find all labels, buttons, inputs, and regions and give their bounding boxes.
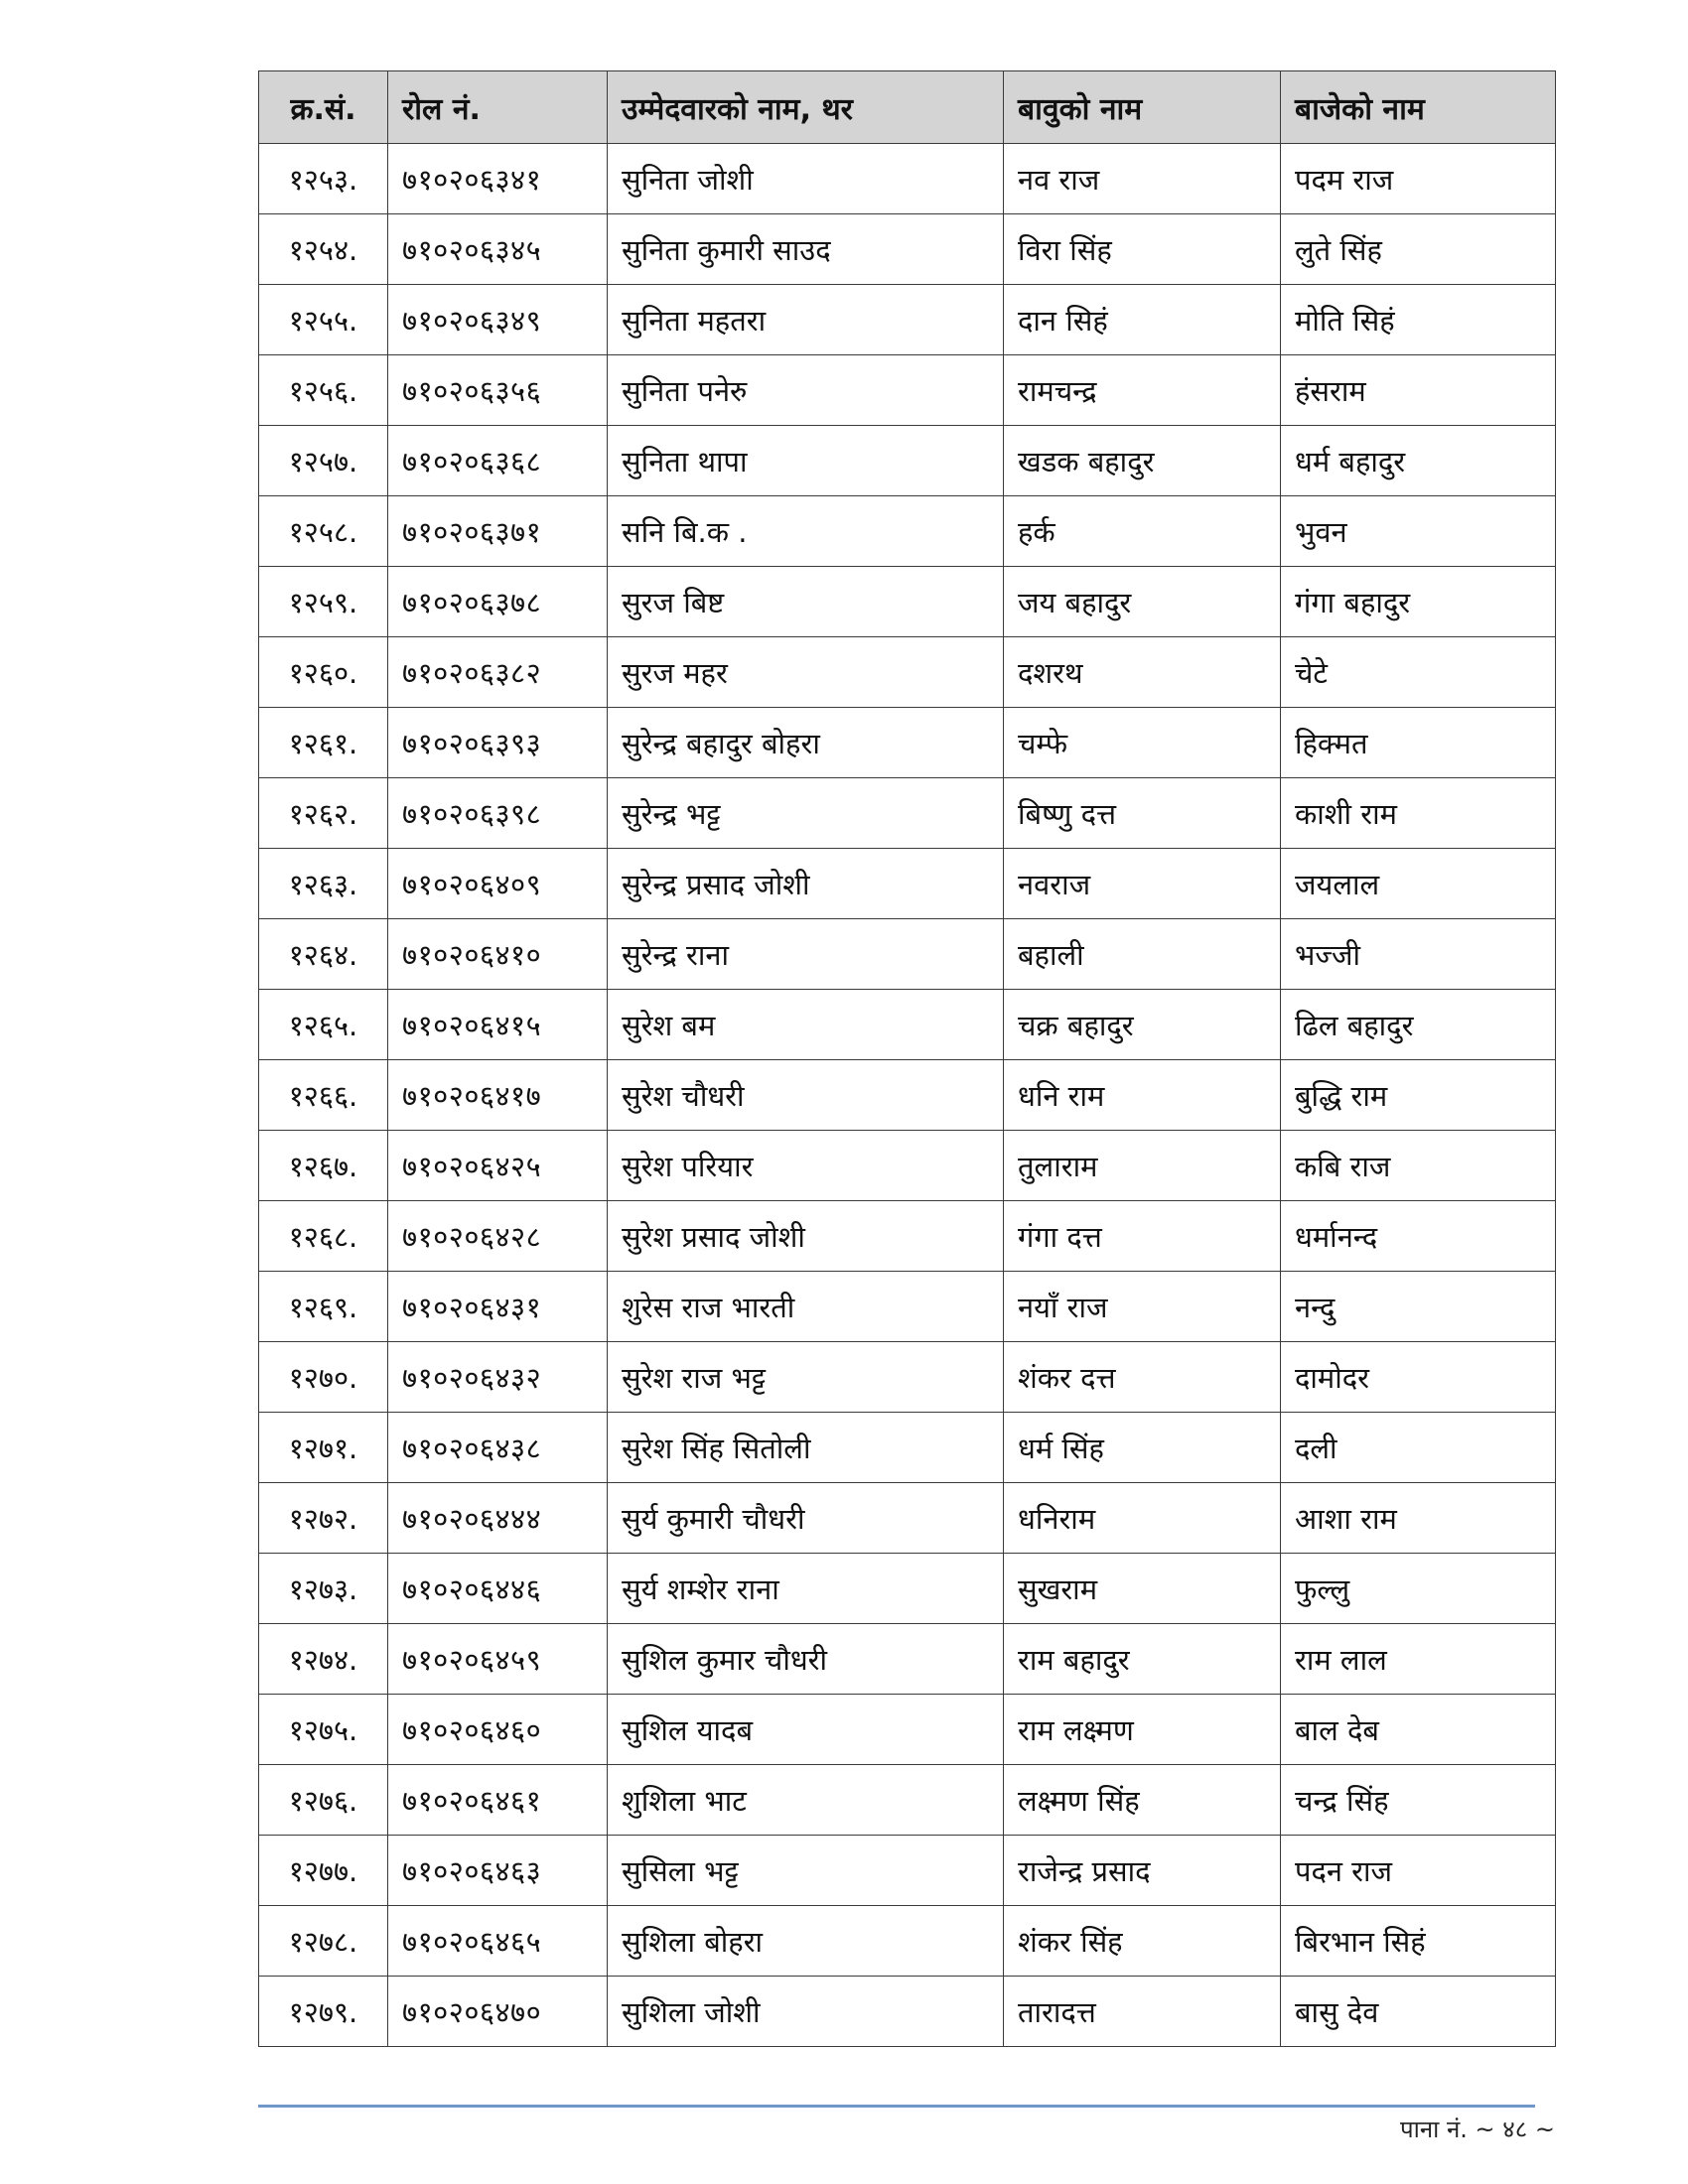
cell-roll: ७१०२०६३७१ [388,496,608,567]
table-row [259,1201,1556,1272]
cell-father-name: नवराज [1004,849,1281,919]
cell-serial: १२७७. [259,1836,388,1906]
cell-serial: १२५७. [259,426,388,496]
cell-grandfather-name: बुद्धि राम [1281,1060,1556,1131]
cell-father-name: हर्क [1004,496,1281,567]
cell-serial: १२६२. [259,778,388,849]
table-row [259,778,1556,849]
cell-roll: ७१०२०६४३८ [388,1413,608,1483]
cell-serial: १२७९. [259,1977,388,2047]
cell-serial: १२६०. [259,637,388,708]
cell-candidate-name: सुरेन्द्र राना [608,919,1004,990]
table-row [259,355,1556,426]
cell-father-name: चम्फे [1004,708,1281,778]
table-row [259,1906,1556,1977]
table-row [259,1977,1556,2047]
cell-father-name: राजेन्द्र प्रसाद [1004,1836,1281,1906]
table-header [259,71,1556,144]
cell-serial: १२६५. [259,990,388,1060]
footer-divider [258,2105,1535,2108]
cell-candidate-name: सुरज महर [608,637,1004,708]
cell-grandfather-name: दामोदर [1281,1342,1556,1413]
cell-grandfather-name: नन्दु [1281,1272,1556,1342]
cell-serial: १२७१. [259,1413,388,1483]
cell-father-name: जय बहादुर [1004,567,1281,637]
table-row [259,708,1556,778]
cell-roll: ७१०२०६३४१ [388,144,608,214]
table-row [259,1836,1556,1906]
cell-roll: ७१०२०६४१७ [388,1060,608,1131]
cell-roll: ७१०२०६३५६ [388,355,608,426]
cell-roll: ७१०२०६४५९ [388,1624,608,1695]
cell-roll: ७१०२०६४३२ [388,1342,608,1413]
candidate-table [258,70,1556,2047]
cell-candidate-name: सुरेश सिंह सितोली [608,1413,1004,1483]
cell-serial: १२६६. [259,1060,388,1131]
cell-serial: १२५४. [259,214,388,285]
cell-candidate-name: सुनिता जोशी [608,144,1004,214]
cell-candidate-name: सुशिल यादब [608,1695,1004,1765]
cell-roll: ७१०२०६४१५ [388,990,608,1060]
cell-candidate-name: सुशिल कुमार चौधरी [608,1624,1004,1695]
table-row [259,214,1556,285]
cell-grandfather-name: हंसराम [1281,355,1556,426]
cell-candidate-name: सुर्य कुमारी चौधरी [608,1483,1004,1554]
cell-roll: ७१०२०६३४९ [388,285,608,355]
table-row [259,637,1556,708]
header-roll: रोल नं. [388,71,608,144]
cell-roll: ७१०२०६४१० [388,919,608,990]
cell-roll: ७१०२०६४४६ [388,1554,608,1624]
cell-grandfather-name: चन्द्र सिंह [1281,1765,1556,1836]
cell-grandfather-name: जयलाल [1281,849,1556,919]
cell-candidate-name: सुरेन्द्र भट्ट [608,778,1004,849]
cell-grandfather-name: चेटे [1281,637,1556,708]
cell-candidate-name: सुरेश बम [608,990,1004,1060]
cell-grandfather-name: धर्मानन्द [1281,1201,1556,1272]
cell-father-name: चक्र बहादुर [1004,990,1281,1060]
cell-serial: १२६७. [259,1131,388,1201]
cell-candidate-name: शुशिला भाट [608,1765,1004,1836]
cell-roll: ७१०२०६३७८ [388,567,608,637]
cell-roll: ७१०२०६४३१ [388,1272,608,1342]
cell-candidate-name: सुशिला बोहरा [608,1906,1004,1977]
cell-candidate-name: सुरेश चौधरी [608,1060,1004,1131]
cell-grandfather-name: गंगा बहादुर [1281,567,1556,637]
cell-grandfather-name: काशी राम [1281,778,1556,849]
cell-roll: ७१०२०६४६१ [388,1765,608,1836]
cell-roll: ७१०२०६३६८ [388,426,608,496]
cell-candidate-name: सनि बि.क . [608,496,1004,567]
cell-grandfather-name: पदन राज [1281,1836,1556,1906]
cell-father-name: धनि राम [1004,1060,1281,1131]
cell-serial: १२७४. [259,1624,388,1695]
cell-father-name: लक्ष्मण सिंह [1004,1765,1281,1836]
cell-serial: १२५८. [259,496,388,567]
cell-father-name: सुखराम [1004,1554,1281,1624]
cell-father-name: धनिराम [1004,1483,1281,1554]
table-row [259,1554,1556,1624]
table-row [259,285,1556,355]
cell-candidate-name: शुरेस राज भारती [608,1272,1004,1342]
table-row [259,1765,1556,1836]
cell-serial: १२७८. [259,1906,388,1977]
cell-grandfather-name: राम लाल [1281,1624,1556,1695]
cell-candidate-name: सुनिता महतरा [608,285,1004,355]
cell-father-name: रामचन्द्र [1004,355,1281,426]
cell-father-name: नव राज [1004,144,1281,214]
cell-roll: ७१०२०६४७० [388,1977,608,2047]
cell-father-name: तुलाराम [1004,1131,1281,1201]
cell-roll: ७१०२०६४६५ [388,1906,608,1977]
header-candidate-name: उम्मेदवारको नाम, थर [608,71,1004,144]
cell-serial: १२६४. [259,919,388,990]
cell-serial: १२५६. [259,355,388,426]
cell-serial: १२५९. [259,567,388,637]
cell-roll: ७१०२०६४२५ [388,1131,608,1201]
cell-grandfather-name: बिरभान सिहं [1281,1906,1556,1977]
cell-father-name: दान सिहं [1004,285,1281,355]
cell-serial: १२६८. [259,1201,388,1272]
cell-grandfather-name: पदम राज [1281,144,1556,214]
header-serial: क्र.सं. [259,71,388,144]
table-row [259,919,1556,990]
table-row [259,567,1556,637]
cell-father-name: दशरथ [1004,637,1281,708]
cell-serial: १२७५. [259,1695,388,1765]
header-row [259,71,1556,144]
cell-roll: ७१०२०६४०९ [388,849,608,919]
header-father-name: बावुको नाम [1004,71,1281,144]
cell-serial: १२७०. [259,1342,388,1413]
cell-father-name: शंकर दत्त [1004,1342,1281,1413]
cell-roll: ७१०२०६३९३ [388,708,608,778]
table-row [259,1272,1556,1342]
cell-grandfather-name: दली [1281,1413,1556,1483]
table-row [259,426,1556,496]
cell-grandfather-name: लुते सिंह [1281,214,1556,285]
table-row [259,1695,1556,1765]
cell-candidate-name: सुर्य शम्शेर राना [608,1554,1004,1624]
cell-roll: ७१०२०६४६० [388,1695,608,1765]
cell-serial: १२५५. [259,285,388,355]
table-row [259,496,1556,567]
cell-grandfather-name: ढिल बहादुर [1281,990,1556,1060]
page-number: पाना नं. ~ ४८ ~ [1399,2116,1555,2143]
cell-candidate-name: सुरेश परियार [608,1131,1004,1201]
cell-candidate-name: सुशिला जोशी [608,1977,1004,2047]
table-row [259,1624,1556,1695]
cell-father-name: शंकर सिंह [1004,1906,1281,1977]
cell-serial: १२७२. [259,1483,388,1554]
cell-serial: १२७६. [259,1765,388,1836]
cell-father-name: धर्म सिंह [1004,1413,1281,1483]
cell-serial: १२६३. [259,849,388,919]
cell-roll: ७१०२०६३८२ [388,637,608,708]
cell-candidate-name: सुरेन्द्र प्रसाद जोशी [608,849,1004,919]
cell-roll: ७१०२०६४४४ [388,1483,608,1554]
cell-candidate-name: सुनिता पनेरु [608,355,1004,426]
table-row [259,849,1556,919]
cell-serial: १२६१. [259,708,388,778]
cell-candidate-name: सुसिला भट्ट [608,1836,1004,1906]
cell-father-name: राम लक्ष्मण [1004,1695,1281,1765]
cell-grandfather-name: मोति सिहं [1281,285,1556,355]
cell-father-name: नयाँ राज [1004,1272,1281,1342]
table-row [259,1342,1556,1413]
cell-grandfather-name: हिक्मत [1281,708,1556,778]
cell-grandfather-name: भज्जी [1281,919,1556,990]
cell-father-name: खडक बहादुर [1004,426,1281,496]
table-row [259,1413,1556,1483]
cell-serial: १२७३. [259,1554,388,1624]
table-row [259,144,1556,214]
cell-grandfather-name: कबि राज [1281,1131,1556,1201]
cell-serial: १२५३. [259,144,388,214]
cell-father-name: गंगा दत्त [1004,1201,1281,1272]
cell-grandfather-name: धर्म बहादुर [1281,426,1556,496]
cell-father-name: तारादत्त [1004,1977,1281,2047]
cell-roll: ७१०२०६४६३ [388,1836,608,1906]
cell-grandfather-name: भुवन [1281,496,1556,567]
cell-father-name: बहाली [1004,919,1281,990]
cell-candidate-name: सुनिता थापा [608,426,1004,496]
cell-candidate-name: सुरेन्द्र बहादुर बोहरा [608,708,1004,778]
cell-roll: ७१०२०६३४५ [388,214,608,285]
cell-grandfather-name: बाल देब [1281,1695,1556,1765]
header-grandfather-name: बाजेको नाम [1281,71,1556,144]
cell-candidate-name: सुनिता कुमारी साउद [608,214,1004,285]
cell-candidate-name: सुरेश राज भट्ट [608,1342,1004,1413]
cell-grandfather-name: फुल्लु [1281,1554,1556,1624]
cell-serial: १२६९. [259,1272,388,1342]
cell-grandfather-name: आशा राम [1281,1483,1556,1554]
cell-father-name: विरा सिंह [1004,214,1281,285]
table-body [259,144,1556,2047]
cell-roll: ७१०२०६३९८ [388,778,608,849]
table-row [259,1483,1556,1554]
table-row [259,1131,1556,1201]
cell-grandfather-name: बासु देव [1281,1977,1556,2047]
table-row [259,990,1556,1060]
cell-candidate-name: सुरज बिष्ट [608,567,1004,637]
cell-father-name: बिष्णु दत्त [1004,778,1281,849]
table-row [259,1060,1556,1131]
cell-roll: ७१०२०६४२८ [388,1201,608,1272]
cell-father-name: राम बहादुर [1004,1624,1281,1695]
cell-candidate-name: सुरेश प्रसाद जोशी [608,1201,1004,1272]
